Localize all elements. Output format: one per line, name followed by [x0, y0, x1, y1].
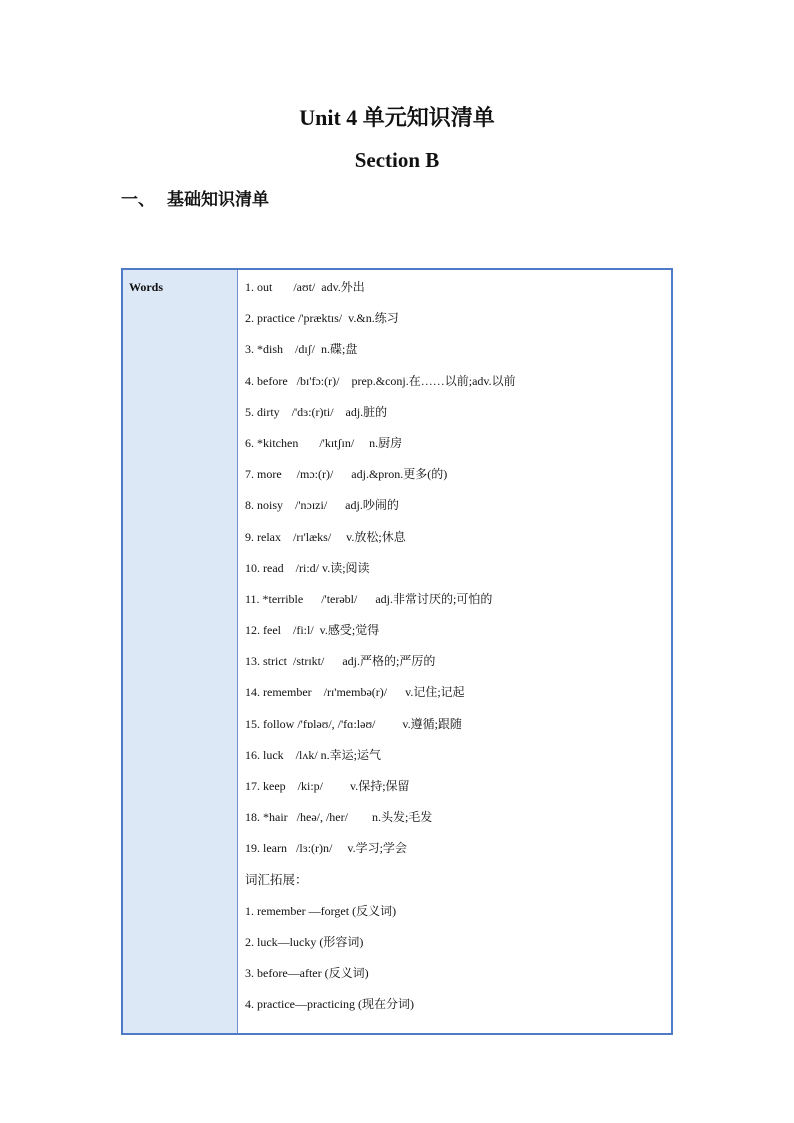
section-subtitle: Section B [354, 148, 440, 172]
word-entry: 12. feel /fi:l/ v.感受;觉得 [245, 623, 380, 638]
expansion-entry: 1. remember —forget (反义词) [245, 903, 397, 918]
word-entry: 5. dirty /'dɜ:(r)ti/ adj.脏的 [245, 404, 388, 419]
word-entry: 19. learn /lɜ:(r)n/ v.学习;学会 [245, 841, 407, 856]
section-heading [121, 188, 269, 212]
expansion-heading: 词汇拓展： [245, 871, 308, 887]
word-entry: 2. practice /'præktɪs/ v.&n.练习 [245, 311, 399, 326]
word-entry: 6. *kitchen /'kɪtʃɪn/ n.厨房 [245, 435, 403, 450]
word-entry: 7. more /mɔ:(r)/ adj.&pron.更多(的) [245, 467, 448, 482]
vocabulary-table [121, 268, 673, 1035]
table-row [122, 269, 672, 1034]
word-entry: 11. *terrible /'terəbl/ adj.非常讨厌的;可怕的 [245, 591, 493, 606]
expansion-entry: 3. before—after (反义词) [245, 966, 369, 981]
word-entry: 3. *dish /dɪʃ/ n.碟;盘 [245, 342, 358, 357]
words-label: Words [129, 280, 164, 294]
word-entry: 10. read /ri:d/ v.读;阅读 [245, 560, 370, 575]
word-entry: 17. keep /ki:p/ v.保持;保留 [245, 779, 410, 793]
expansion-entry: 4. practice—practicing (现在分词) [245, 997, 414, 1012]
section-number: 一、 [121, 190, 155, 210]
words-content-cell [238, 269, 673, 1034]
word-entry: 8. noisy /'nɔɪzi/ adj.吵闹的 [245, 498, 399, 513]
word-entry: 15. follow /'fɒləʊ/, /'fɑ:ləʊ/ v.遵循;跟随 [245, 716, 462, 731]
word-entry: 16. luck /lʌk/ n.幸运;运气 [245, 747, 381, 762]
word-entry: 14. remember /rɪ'membə(r)/ v.记住;记起 [245, 685, 465, 700]
word-entry: 4. before /bɪ'fɔ:(r)/ prep.&conj.在……以前;adv.以前 [245, 373, 516, 388]
page-title: Unit 4 单元知识清单 [299, 105, 495, 130]
word-entry: 18. *hair /heə/, /her/ n.头发;毛发 [245, 810, 433, 825]
words-label-cell [122, 269, 238, 1034]
word-entry: 1. out /aʊt/ adv.外出 [245, 280, 365, 294]
word-entry: 13. strict /strɪkt/ adj.严格的;严厉的 [245, 654, 436, 669]
word-entry: 9. relax /rɪ'læks/ v.放松;休息 [245, 529, 406, 544]
expansion-entry: 2. luck—lucky (形容词) [245, 934, 364, 949]
section-label: 基础知识清单 [167, 190, 269, 210]
